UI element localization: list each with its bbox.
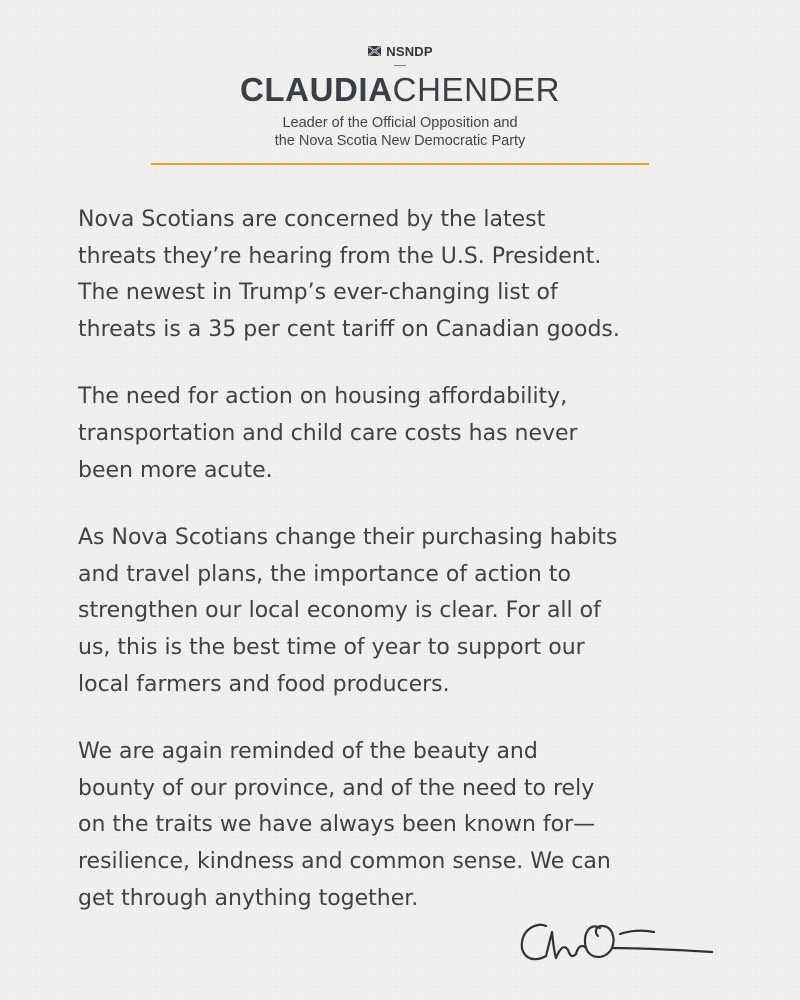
paragraph-3: As Nova Scotians change their purchasing habits and travel plans, the importance of action to strengthen our local economy is clear. For all of us, this is the best time of year to support our local farmers and food producers. xyxy=(78,525,618,697)
signature-image xyxy=(516,912,720,972)
leader-first-name: CLAUDIA xyxy=(239,71,393,108)
leader-title xyxy=(0,114,800,150)
paragraph-1: Nova Scotians are concerned by the latest threats they’re hearing from the U.S. President. The newest in Trump’s ever-changing list of threats is a 35 per cent tariff on Canadian goods. xyxy=(78,207,620,342)
paragraph-2: The need for action on housing affordability, transportation and child care costs has never been more acute. xyxy=(78,384,578,483)
leader-title-line-2: the Nova Scotia New Democratic Party xyxy=(274,133,526,149)
logo-divider xyxy=(394,65,406,66)
party-logo xyxy=(367,43,433,59)
leader-last-name: CHENDER xyxy=(392,71,561,108)
paragraph-4: We are again reminded of the beauty and bounty of our province, and of the need to rely on the traits we have always been known for— resilience, kindness and common sense. We can get through anything together. xyxy=(78,739,611,911)
saltire-flag-icon xyxy=(367,45,382,57)
statement-body xyxy=(78,202,738,948)
leader-title-line-1: Leader of the Official Opposition and xyxy=(282,115,518,131)
letterhead xyxy=(0,42,800,165)
header-divider xyxy=(151,163,649,165)
leader-name xyxy=(0,72,800,108)
party-name: NSNDP xyxy=(386,43,433,59)
